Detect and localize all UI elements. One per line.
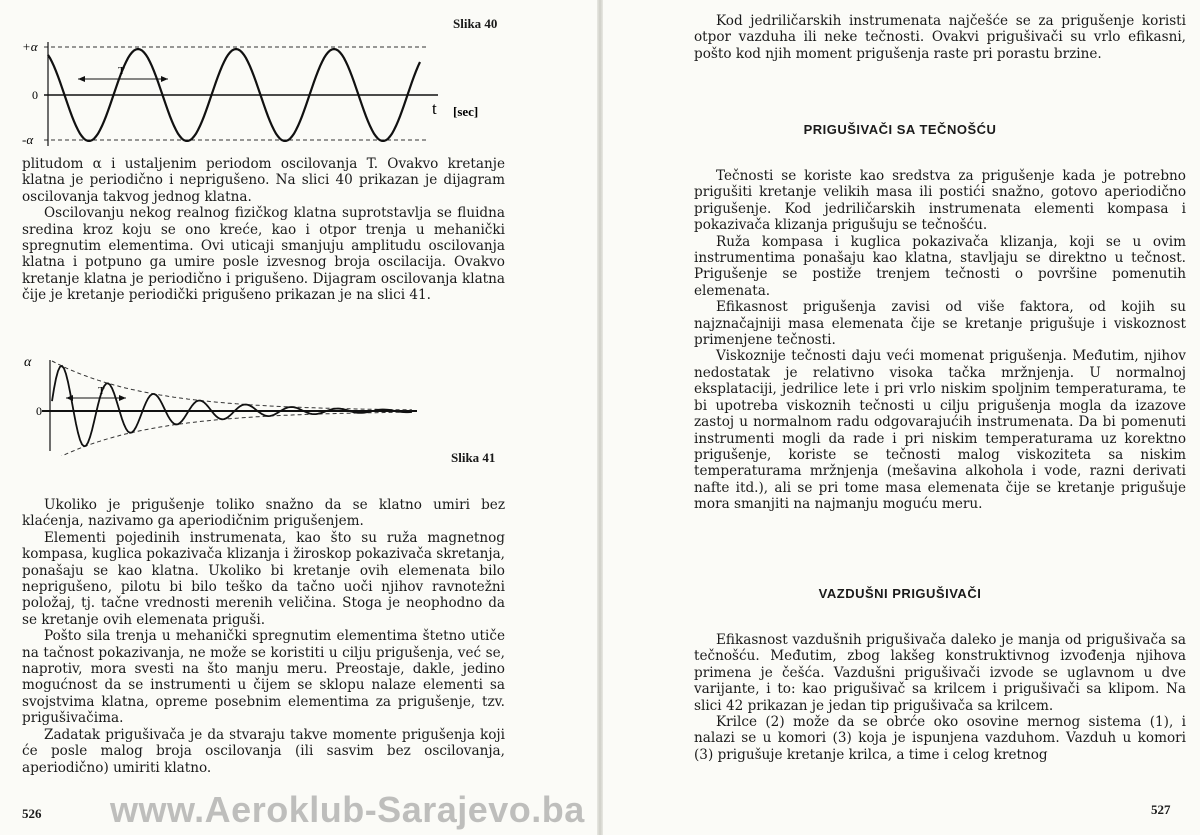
page-number-right: 527 xyxy=(1151,802,1171,817)
figure41-y-zero-label: 0 xyxy=(36,404,42,418)
figure40-period-arrow-left-head xyxy=(78,76,85,82)
figure41-period-arrow-right-head xyxy=(119,395,126,401)
figure40-y-bottom-label: -α xyxy=(22,132,34,147)
section-heading-air-dampers: VAZDUŠNI PRIGUŠIVAČI xyxy=(818,586,982,601)
right-section2-text xyxy=(694,632,1186,763)
paragraph: Tečnosti se koriste kao sredstva za prigušenje kada je potrebno prigušiti kretanje velikih masa ili postići snažno, gotovo aperiodično prigušenje. Kod jedriličarskih instrumenata elementi kompasa i pokazivača klizanja prigušuju se tečnošću. xyxy=(694,168,1186,234)
paragraph: Zadatak prigušivača je da stvaraju takve momente prigušenja koji će posle malog broja oscilovanja (ili sasvim bez oscilovanja, aperiodično) umiriti klatno. xyxy=(22,726,505,776)
left-text-block-2 xyxy=(22,497,505,776)
figure41-damped-curve xyxy=(52,366,412,446)
figure40-y-top-label: +α xyxy=(22,39,38,54)
site-watermark: www.Aeroklub-Sarajevo.ba xyxy=(110,789,585,830)
paragraph: Efikasnost prigušenja zavisi od više faktora, od kojih su najznačajniji masa elemenata čije se kretanje prigušuje i viskoznost primenjene tečnosti. xyxy=(694,299,1186,349)
paragraph: Pošto sila trenja u mehanički spregnutim elementima štetno utiče na tačnost pokazivanja, ne može se koristiti u cilju prigušenja, već se, naprotiv, mora svesti na što manju meru. Preostaje, dakle, jedino mogućnost da se instrumenti u čijem se sklopu nalaze elementi sa svojstvima klatna, opreme posebnim elementima za prigušenje, tzv. prigušivačima. xyxy=(22,628,505,727)
paragraph: Efikasnost vazdušnih prigušivača daleko je manja od prigušivača sa tečnošću. Međutim, zbog lakšeg konstruktivnog izvođenja njihova primena je češća. Vazdušni prigušivači izvode se uglavnom u dve varijante, i to: kao prigušivač sa krilcem i prigušivači sa klipom. Na slici 42 prikazan je jedan tip prigušivača sa krilcem. xyxy=(694,632,1186,714)
figure40-period-label: T xyxy=(118,65,125,77)
figure41-y-top-label: α xyxy=(24,355,32,370)
paragraph: Oscilovanju nekog realnog fizičkog klatna suprotstavlja se fluidna sredina kroz koju se ono kreće, kao i otpor trenja u mehanički spregnutim elementima. Ovi uticaji smanjuju amplitudu oscilovanja klatna i potpuno ga umire posle izvesnog broja oscilacija. Ovakvo kretanje klatna je periodično i prigušeno. Dijagram oscilovanja klatna čije je kretanje periodički prigušeno prikazan je na slici 41. xyxy=(22,205,505,304)
paragraph: plitudom α i ustaljenim periodom oscilovanja T. Ovakvo kretanje klatna je periodično i neprigušeno. Na slici 40 prikazan je dijagram oscilovanja takvog jednog klatna. xyxy=(22,156,505,205)
paragraph: Krilce (2) može da se obrće oko osovine mernog sistema (1), i nalazi se u komori (3) koja je ispunjena vazduhom. Vazduh u komori (3) prigušuje kretanje krilca, a time i celog kretnog xyxy=(694,714,1186,763)
paragraph: Viskoznije tečnosti daju veći momenat prigušenja. Međutim, njihov nedostatak je relativno visoka tačka mržnjenja. U normalnoj eksplataciji, jedrilice lete i pri vrlo niskim spoljnim temperaturama, te bi upotreba viskoznih tečnosti u cilju prigušenja mogla da izazove zastoj u normalnom radu odgovarajućih instrumenata. Da bi pomenuti instrumenti mogli da rade i pri niskim temperaturama uz korektno prigušenje, koriste se tečnosti malog viskoziteta sa niskim temperaturama mržnjenja (mešavina alkohola i vode, razni derivati nafte itd.), ali se pri tome masa elemenata čije se kretanje prigušuje mora smanjiti na najmanju moguću meru. xyxy=(694,348,1186,513)
section-heading-liquid-dampers: PRIGUŠIVAČI SA TEČNOŠĆU xyxy=(803,122,997,137)
figure41-damped-oscillation-diagram xyxy=(22,346,502,456)
paragraph: Elementi pojedinih instrumenata, kao što su ruža magnetnog kompasa, kuglica pokazivača klizanja i žiroskop pokazivača skretanja, ponašaju se kao klatna. Ukoliko bi kretanje ovih elemenata bilo neprigušeno, pilotu bi bilo teško da tačno uoči njihov ravnotežni položaj, tj. tačne vrednosti merenih veličina. Stoga je neophodno da se kretanje ovih elemenata priguši. xyxy=(22,529,505,628)
figure41-caption: Slika 41 xyxy=(451,450,496,465)
paragraph: Ukoliko je prigušenje toliko snažno da se klatno umiri bez klaćenja, nazivamo ga aperiodičnim prigušenjem. xyxy=(22,497,505,530)
right-section1-text xyxy=(694,168,1186,513)
page-number-left: 526 xyxy=(22,806,42,821)
figure41-lower-envelope xyxy=(52,412,412,456)
figure40-periodic-oscillation-diagram xyxy=(18,36,518,154)
figure41-upper-envelope xyxy=(52,361,412,410)
right-intro-paragraph: Kod jedriličarskih instrumenata najčešće se za prigušenje koristi otpor vazduha ili neke tečnosti. Ovakvi prigušivači su vrlo efikasni, pošto kod njih moment prigušenja raste pri porastu brzine. xyxy=(694,13,1186,62)
left-text-block-1 xyxy=(22,156,505,304)
figure41-period-label: T xyxy=(98,385,105,397)
figure40-period-arrow-right-head xyxy=(161,76,168,82)
figure40-y-zero-label: 0 xyxy=(32,88,38,102)
right-page xyxy=(600,0,1200,835)
figure40-caption: Slika 40 xyxy=(453,16,498,31)
figure40-unit-label: [sec] xyxy=(453,104,479,119)
paragraph: Ruža kompasa i kuglica pokazivača klizanja, koji se u ovim instrumentima ponašaju kao klatna, stavljaju se direktno u tečnost. Prigušenje se postiže trenjem tečnosti o površine pomenutih elemenata. xyxy=(694,233,1186,299)
figure40-time-axis-label: t xyxy=(432,99,437,118)
figure41-period-arrow-left-head xyxy=(66,395,73,401)
